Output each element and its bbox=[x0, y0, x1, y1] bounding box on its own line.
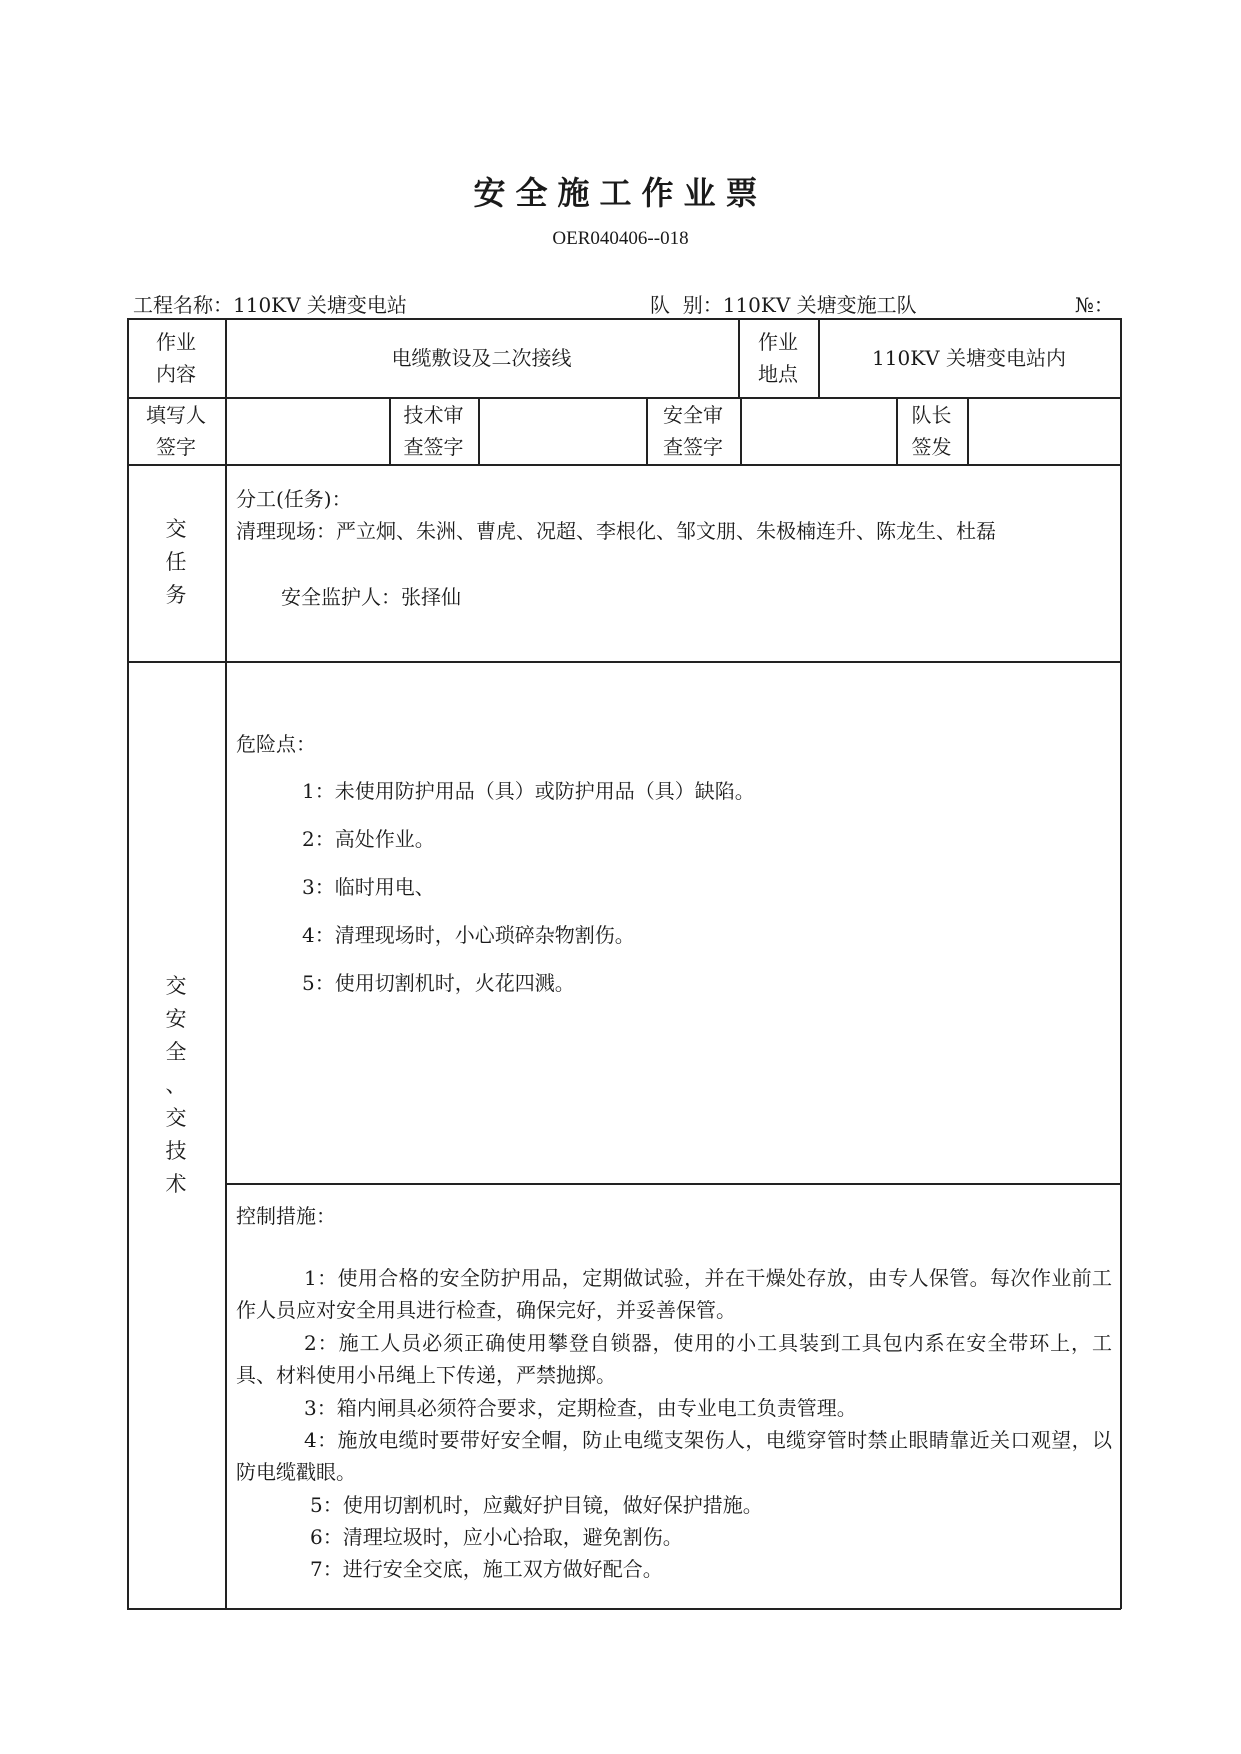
document-code: OER040406--018 bbox=[552, 228, 689, 249]
filler-label-line1: 填写人 bbox=[146, 402, 206, 427]
tech-review-signature-field[interactable] bbox=[478, 397, 646, 464]
measure-item: 5：使用切割机时，应戴好护目镜，做好保护措施。 bbox=[310, 1493, 763, 1517]
work-content-value: 电缆敷设及二次接线 bbox=[391, 345, 572, 370]
team-name bbox=[650, 289, 917, 318]
hazard-item: 2：高处作业。 bbox=[302, 827, 435, 851]
work-location-label-line2: 地点 bbox=[758, 361, 798, 386]
filler-signature-label bbox=[127, 397, 225, 464]
safety-label-line2: 查签字 bbox=[663, 434, 723, 459]
work-location-label-line1: 作业 bbox=[758, 329, 798, 354]
division-heading: 分工(任务)： bbox=[236, 487, 352, 511]
work-location-label bbox=[738, 318, 818, 397]
work-content-label-line2: 内容 bbox=[156, 361, 196, 386]
hazard-item: 4：清理现场时，小心琐碎杂物割伤。 bbox=[302, 923, 635, 947]
tech-label-line2: 查签字 bbox=[403, 434, 464, 459]
tech-label-line1: 技术审 bbox=[403, 402, 464, 427]
ticket-number bbox=[1075, 289, 1114, 318]
safety-side-char: 技 bbox=[165, 1138, 187, 1163]
tech-review-signature-label bbox=[389, 397, 478, 464]
hazard-item: 3：临时用电、 bbox=[302, 875, 435, 899]
team-label: 队 别： bbox=[650, 293, 723, 317]
task-side-label bbox=[127, 464, 225, 661]
safety-side-char: 安 bbox=[165, 1006, 187, 1031]
measure-item: 1：使用合格的安全防护用品，定期做试验，并在干燥处存放，由专人保管。每次作业前工作人员应对安全用具进行检查，确保完好，并妥善保管。 bbox=[236, 1266, 1112, 1322]
work-location-value: 110KV 关塘变电站内 bbox=[872, 345, 1066, 370]
measures-heading: 控制措施： bbox=[236, 1204, 336, 1228]
task-side-char: 务 bbox=[165, 583, 187, 607]
filler-label-line2: 签字 bbox=[156, 434, 196, 459]
hazards-heading: 危险点： bbox=[236, 732, 316, 756]
work-content-label bbox=[127, 318, 225, 397]
safety-side-char: 、 bbox=[165, 1072, 187, 1097]
hazard-item: 5：使用切割机时，火花四溅。 bbox=[302, 971, 575, 995]
measure-item: 7：进行安全交底，施工双方做好配合。 bbox=[310, 1557, 663, 1581]
safety-side-char: 全 bbox=[165, 1039, 187, 1064]
team-leader-issue-label bbox=[896, 397, 967, 464]
safety-supervisor-line: 安全监护人：张择仙 bbox=[281, 585, 461, 609]
filler-signature-field[interactable] bbox=[225, 397, 389, 464]
team-value: 110KV 关塘变施工队 bbox=[722, 293, 917, 317]
safety-review-signature-field[interactable] bbox=[740, 397, 896, 464]
project-name bbox=[133, 289, 407, 318]
safety-side-char: 交 bbox=[165, 1105, 187, 1130]
safety-tech-side-label bbox=[127, 955, 225, 1215]
measure-item: 6：清理垃圾时，应小心拾取，避免割伤。 bbox=[310, 1525, 683, 1549]
leader-label-line2: 签发 bbox=[911, 434, 952, 459]
hazard-item: 1：未使用防护用品（具）或防护用品（具）缺陷。 bbox=[302, 779, 755, 803]
measure-item: 3：箱内闸具必须符合要求，定期检查，由专业电工负责管理。 bbox=[304, 1396, 857, 1420]
safety-review-signature-label bbox=[646, 397, 740, 464]
safety-side-char: 交 bbox=[165, 973, 187, 998]
project-name-value: 110KV 关塘变电站 bbox=[233, 293, 407, 317]
task-side-char: 任 bbox=[165, 550, 187, 574]
team-leader-issue-field[interactable] bbox=[967, 397, 1120, 464]
cleanup-crew-line: 清理现场：严立炯、朱洲、曹虎、况超、李根化、邹文朋、朱极楠连升、陈龙生、杜磊 bbox=[236, 519, 996, 543]
measure-item: 4：施放电缆时要带好安全帽，防止电缆支架伤人，电缆穿管时禁止眼睛靠近关口观望，以防电缆戳眼。 bbox=[236, 1428, 1112, 1484]
safety-label-line1: 安全审 bbox=[663, 402, 723, 427]
ticket-number-label: №： bbox=[1075, 293, 1114, 317]
work-content-label-line1: 作业 bbox=[156, 329, 196, 354]
leader-label-line1: 队长 bbox=[911, 402, 952, 427]
safety-side-char: 术 bbox=[165, 1171, 187, 1196]
task-side-char: 交 bbox=[165, 517, 187, 541]
project-name-label: 工程名称： bbox=[133, 293, 233, 317]
measure-item: 2：施工人员必须正确使用攀登自锁器，使用的小工具装到工具包内系在安全带环上，工具、材料使用小吊绳上下传递，严禁抛掷。 bbox=[236, 1331, 1112, 1387]
document-title: 安全施工作业票 bbox=[473, 174, 768, 212]
